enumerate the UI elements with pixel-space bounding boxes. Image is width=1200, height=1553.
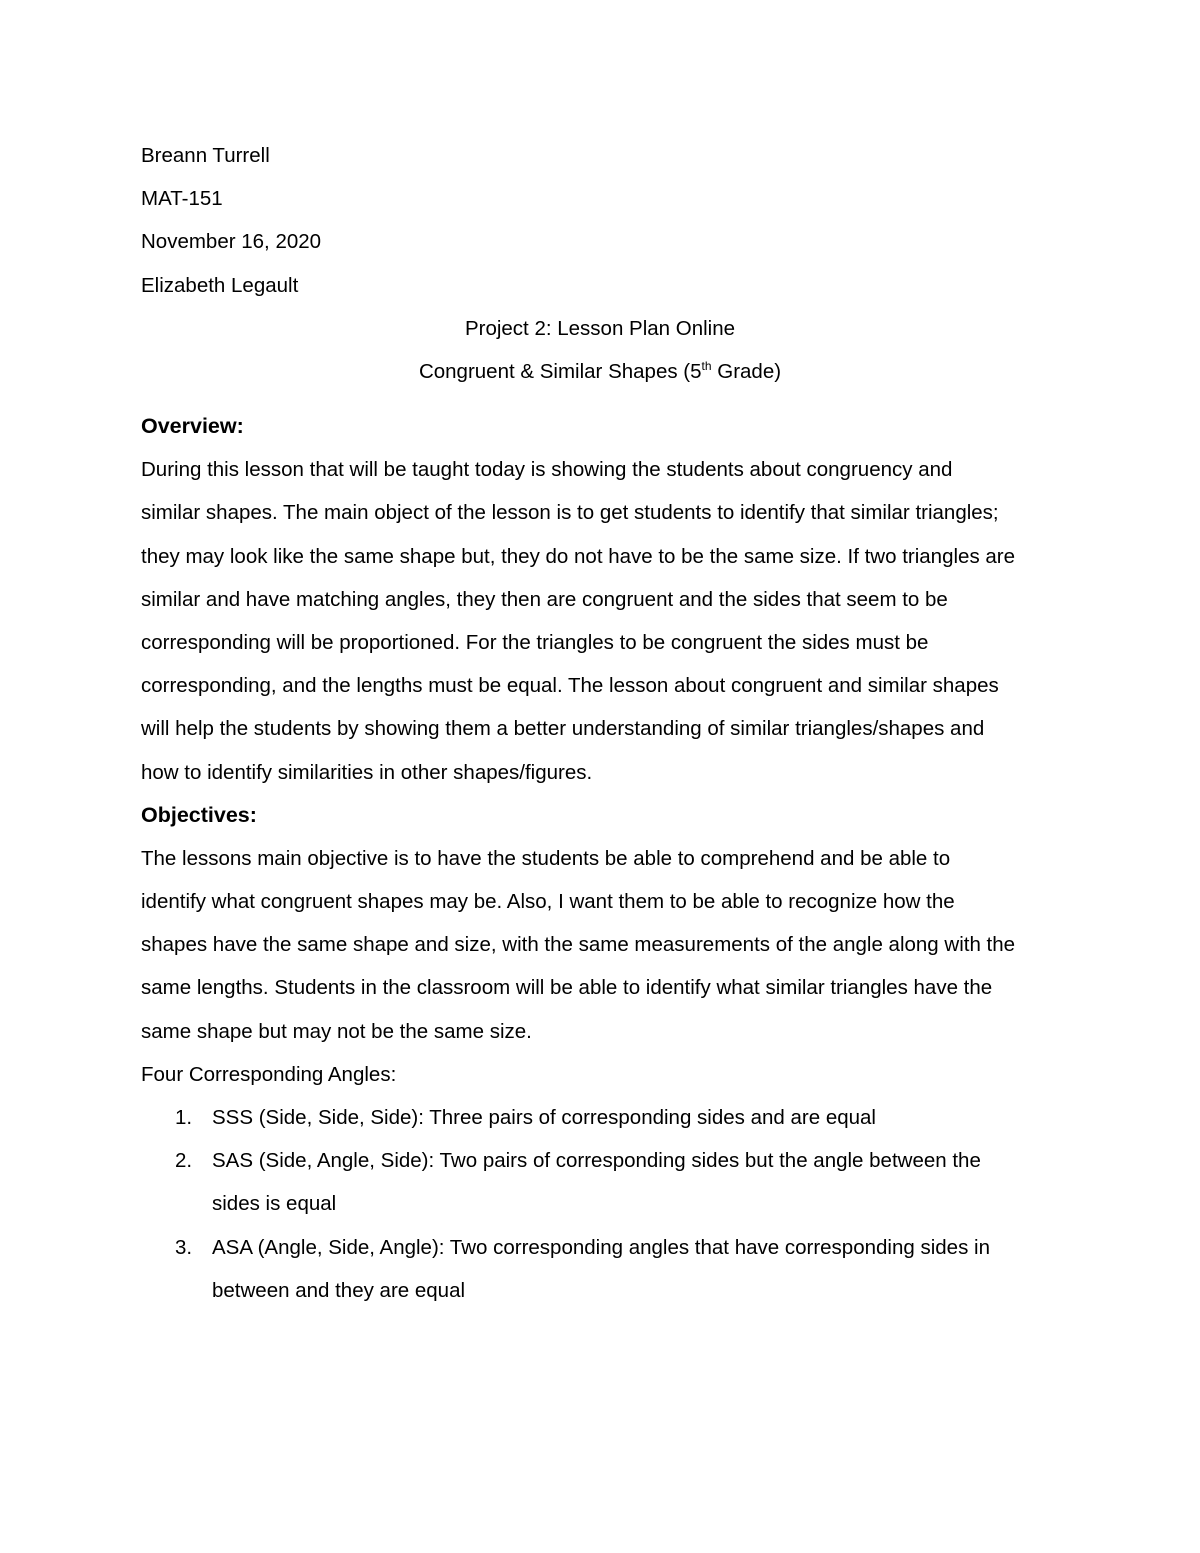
objectives-line: same shape but may not be the same size. <box>141 1019 532 1043</box>
list-label: Four Corresponding Angles: <box>141 1062 397 1086</box>
list-item-text: SAS (Side, Angle, Side): Two pairs of corresponding sides but the angle between the <box>212 1149 981 1173</box>
subtitle-superscript: th <box>701 359 712 374</box>
document-subtitle <box>141 350 1059 393</box>
instructor-name: Elizabeth Legault <box>141 273 299 297</box>
document-body <box>141 134 1071 1312</box>
subtitle-suffix: Grade) <box>711 360 782 384</box>
list-number: 3. <box>175 1235 193 1259</box>
overview-heading: Overview: <box>141 414 244 439</box>
list-item <box>141 1139 1071 1225</box>
overview-line: similar shapes. The main object of the lesson is to get students to identify that similar triangles; <box>141 501 999 525</box>
corresponding-angles-list <box>141 1096 1071 1312</box>
list-item <box>141 1096 1071 1139</box>
overview-line: similar and have matching angles, they then are congruent and the sides that seem to be <box>141 587 948 611</box>
overview-line: corresponding, and the lengths must be equal. The lesson about congruent and similar shapes <box>141 674 999 698</box>
objectives-heading: Objectives: <box>141 802 257 827</box>
overview-line: they may look like the same shape but, they do not have to be the same size. If two triangles are <box>141 544 1016 568</box>
overview-paragraph <box>141 448 1071 794</box>
list-item-text: between and they are equal <box>212 1278 466 1302</box>
overview-line: corresponding will be proportioned. For the triangles to be congruent the sides must be <box>141 631 929 655</box>
list-item-text: sides is equal <box>212 1192 337 1216</box>
overview-line: will help the students by showing them a better understanding of similar triangles/shapes and <box>141 717 985 741</box>
objectives-paragraph <box>141 837 1071 1053</box>
list-item-text: SSS (Side, Side, Side): Three pairs of corresponding sides and are equal <box>212 1106 876 1130</box>
overview-line: how to identify similarities in other shapes/figures. <box>141 760 593 784</box>
list-item <box>141 1226 1071 1312</box>
overview-line: During this lesson that will be taught today is showing the students about congruency and <box>141 458 953 482</box>
list-number: 1. <box>175 1106 193 1130</box>
objectives-line: same lengths. Students in the classroom will be able to identify what similar triangles have the <box>141 976 993 1000</box>
objectives-line: The lessons main objective is to have the students be able to comprehend and be able to <box>141 846 951 870</box>
subtitle-prefix: Congruent & Similar Shapes (5 <box>418 360 702 384</box>
document-title: Project 2: Lesson Plan Online <box>464 316 736 340</box>
author-name: Breann Turrell <box>141 144 270 167</box>
course-code: MAT-151 <box>141 187 223 211</box>
document-date: November 16, 2020 <box>141 230 322 254</box>
objectives-line: identify what congruent shapes may be. Also, I want them to be able to recognize how the <box>141 890 955 914</box>
list-item-text: ASA (Angle, Side, Angle): Two corresponding angles that have corresponding sides in <box>212 1235 990 1259</box>
spacer <box>141 393 1071 405</box>
objectives-line: shapes have the same shape and size, with the same measurements of the angle along with the <box>141 933 1016 957</box>
list-number: 2. <box>175 1149 193 1173</box>
